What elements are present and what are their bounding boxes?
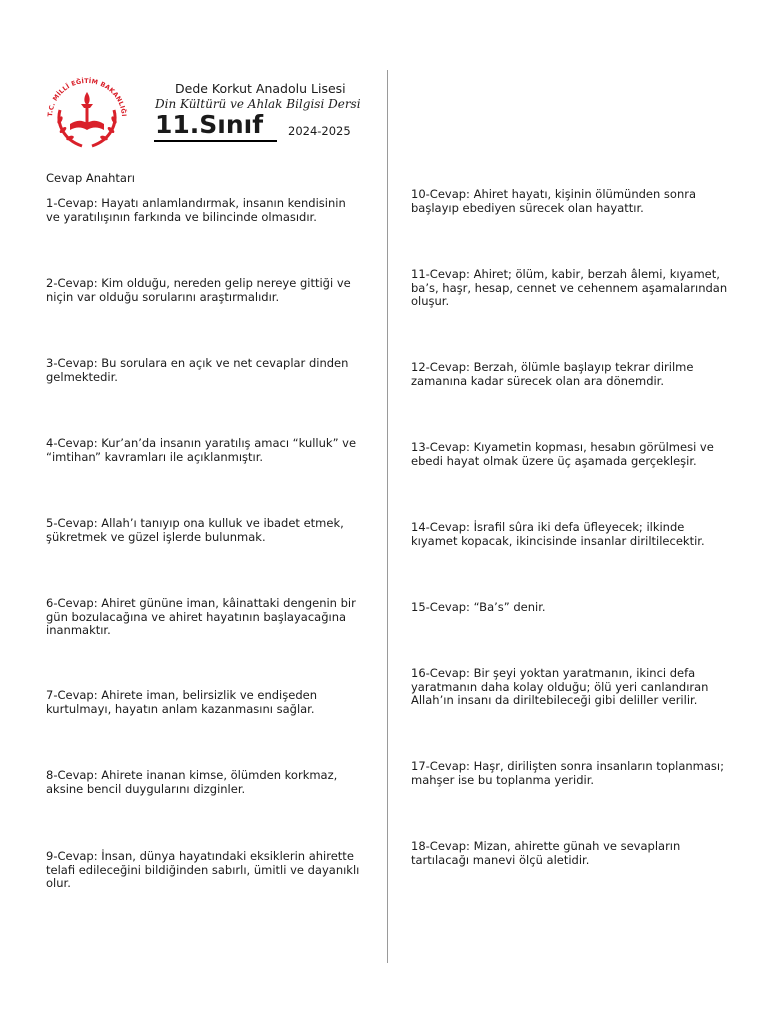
answer-5: 5-Cevap: Allah’ı tanıyıp ona kulluk ve ibadet etmek, şükretmek ve güzel işlerde bulunmak. (46, 516, 344, 544)
answer-17: 17-Cevap: Haşr, dirilişten sonra insanların toplanması; mahşer ise bu toplanma yeridir. (411, 759, 724, 787)
answer-key-title: Cevap Anahtarı (46, 171, 135, 185)
ministry-logo (40, 70, 134, 160)
answer-15: 15-Cevap: “Ba’s” denir. (411, 600, 546, 614)
answer-6: 6-Cevap: Ahiret gününe iman, kâinattaki dengenin bir gün bozulacağına ve ahiret hayatının başlayacağına inanmaktır. (46, 596, 356, 637)
answer-9: 9-Cevap: İnsan, dünya hayatındaki eksiklerin ahirette telafi edileceğini bildiğinden sabırlı, ümitli ve dayanıklı olur. (46, 849, 360, 890)
answer-8: 8-Cevap: Ahirete inanan kimse, ölümden korkmaz, aksine bencil duygularını dizginler. (46, 768, 338, 796)
logo-ring-text: T.C. MİLLÎ EĞİTİM BAKANLIĞI (46, 77, 127, 117)
answer-10: 10-Cevap: Ahiret hayatı, kişinin ölümünden sonra başlayıp ebediyen sürecek olan hayattır. (411, 187, 697, 215)
answer-1: 1-Cevap: Hayatı anlamlandırmak, insanın kendisinin ve yaratılışının farkında ve bilincinde olmasıdır. (46, 196, 346, 224)
column-divider (387, 70, 388, 963)
grade-title: 11.Sınıf (155, 110, 264, 139)
answer-12: 12-Cevap: Berzah, ölümle başlayıp tekrar dirilme zamanına kadar sürecek olan ara dönemdir. (411, 360, 694, 388)
answer-7: 7-Cevap: Ahirete iman, belirsizlik ve endişeden kurtulmayı, hayatın anlam kazanmasını sağlar. (46, 688, 317, 716)
answer-3: 3-Cevap: Bu sorulara en açık ve net cevaplar dinden gelmektedir. (46, 356, 349, 384)
course-name: Din Kültürü ve Ahlak Bilgisi Dersi (155, 97, 361, 111)
school-year: 2024-2025 (288, 124, 351, 138)
answer-14: 14-Cevap: İsrafil sûra iki defa üfleyecek; ilkinde kıyamet kopacak, ikincisinde insanlar diriltilecektir. (411, 520, 705, 548)
school-name: Dede Korkut Anadolu Lisesi (175, 81, 346, 96)
answer-4: 4-Cevap: Kur’an’da insanın yaratılış amacı “kulluk” ve “imtihan” kavramları ile açıklanmıştır. (46, 436, 357, 464)
answer-2: 2-Cevap: Kim olduğu, nereden gelip nereye gittiği ve niçin var olduğu sorularını araştırmalıdır. (46, 276, 351, 304)
answer-18: 18-Cevap: Mizan, ahirette günah ve sevapların tartılacağı manevi ölçü aletidir. (411, 839, 681, 867)
answer-13: 13-Cevap: Kıyametin kopması, hesabın görülmesi ve ebedi hayat olmak üzere üç aşamada gerçekleşir. (411, 440, 714, 468)
answer-11: 11-Cevap: Ahiret; ölüm, kabir, berzah âlemi, kıyamet, ba’s, haşr, hesap, cennet ve cehennem aşamalarından oluşur. (411, 267, 728, 308)
grade-underline (154, 140, 277, 142)
answer-16: 16-Cevap: Bir şeyi yoktan yaratmanın, ikinci defa yaratmanın daha kolay olduğu; ölü yeri canlandıran Allah’ın insanı da diriltebileceği gibi deliller verilir. (411, 666, 709, 707)
